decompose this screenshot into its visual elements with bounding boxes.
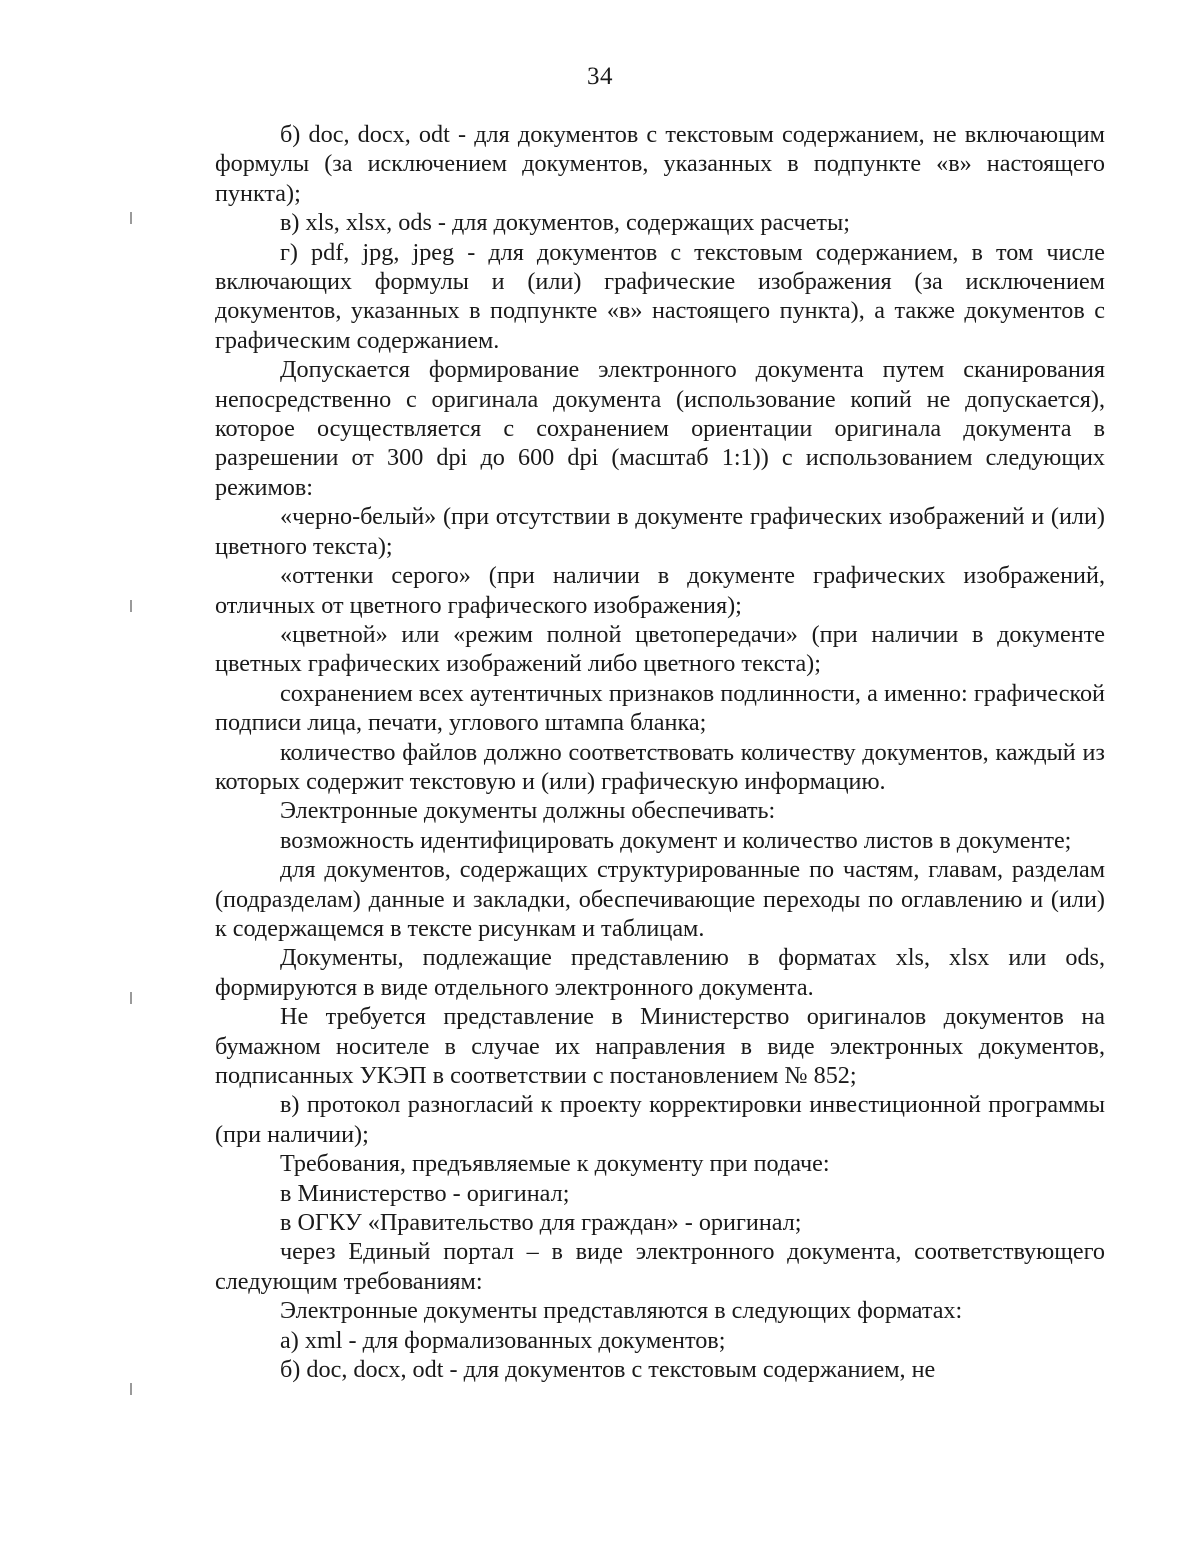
paragraph-file-count: количество файлов должно соответствовать количеству документов, каждый из которых содержит текстовую и (или) графическую информацию. <box>215 738 1105 795</box>
page-number: 34 <box>587 63 613 90</box>
paragraph-electronic-docs-must: Электронные документы должны обеспечивать: <box>280 797 776 825</box>
scan-mark <box>130 212 132 224</box>
paragraph-scanning-allowed: Допускается формирование электронного документа путем сканирования непосредственно с оригинала документа (использование копий не допускается), которое осуществляется с сохранением ориентации оригинала документа в разрешении от 300 dpi до 600 dpi (масштаб 1:1)) с использованием следующих режимов: <box>215 356 1105 501</box>
paragraph-ogku-original: в ОГКУ «Правительство для граждан» - оригинал; <box>280 1209 802 1237</box>
paragraph-ministry-original: в Министерство - оригинал; <box>280 1179 570 1207</box>
paragraph-single-portal: через Единый портал – в виде электронного документа, соответствующего следующим требованиям: <box>215 1238 1105 1295</box>
paragraph-mode-grayscale: «оттенки серого» (при наличии в документе графических изображений, отличных от цветного графического изображения); <box>215 562 1105 619</box>
scan-mark <box>130 600 132 612</box>
paragraph-formats-intro: Электронные документы представляются в следующих форматах: <box>280 1297 963 1325</box>
paragraph-format-g-pdf: г) pdf, jpg, jpeg - для документов с текстовым содержанием, в том числе включающих формулы и (или) графические изображения (за исключением документов, указанных в подпункте «в» настоящего пункта), а также документов с графическим содержанием. <box>215 238 1105 354</box>
paragraph-submission-requirements: Требования, предъявляемые к документу при подаче: <box>280 1150 830 1178</box>
paragraph-format-v-xls: в) xls, xlsx, ods - для документов, содержащих расчеты; <box>280 209 850 237</box>
scan-mark <box>130 992 132 1004</box>
paragraph-authenticity-signs: сохранением всех аутентичных признаков подлинности, а именно: графической подписи лица, печати, углового штампа бланка; <box>215 679 1105 737</box>
paragraph-structured-bookmarks: для документов, содержащих структурированные по частям, главам, разделам (подразделам) данные и закладки, обеспечивающие переходы по оглавлению и (или) к содержащемся в тексте рисункам и таблицам. <box>215 856 1105 942</box>
paragraph-format-b-doc-repeat: б) doc, docx, odt - для документов с текстовым содержанием, не <box>280 1356 936 1384</box>
paragraph-mode-color: «цветной» или «режим полной цветопередачи» (при наличии в документе цветных графических изображений либо цветного текста); <box>215 620 1105 678</box>
paragraph-identify-document: возможность идентифицировать документ и количество листов в документе; <box>280 826 1072 854</box>
paragraph-xls-separate-document: Документы, подлежащие представлению в форматах xls, xlsx или ods, формируются в виде отдельного электронного документа. <box>215 944 1105 1001</box>
paragraph-format-b-doc: б) doc, docx, odt - для документов с текстовым содержанием, не включающим формулы (за исключением документов, указанных в подпункте «в» настоящего пункта); <box>215 121 1105 207</box>
scan-mark <box>130 1383 132 1395</box>
paragraph-originals-not-required: Не требуется представление в Министерство оригиналов документов на бумажном носителе в случае их направления в виде электронных документов, подписанных УКЭП в соответствии с постановлением № 852; <box>215 1003 1105 1089</box>
document-body <box>215 120 1105 1384</box>
paragraph-disagreement-protocol: в) протокол разногласий к проекту корректировки инвестиционной программы (при наличии); <box>215 1091 1105 1148</box>
paragraph-format-a-xml: а) xml - для формализованных документов; <box>280 1326 726 1354</box>
paragraph-mode-black-white: «черно-белый» (при отсутствии в документе графических изображений и (или) цветного текста); <box>215 503 1105 560</box>
